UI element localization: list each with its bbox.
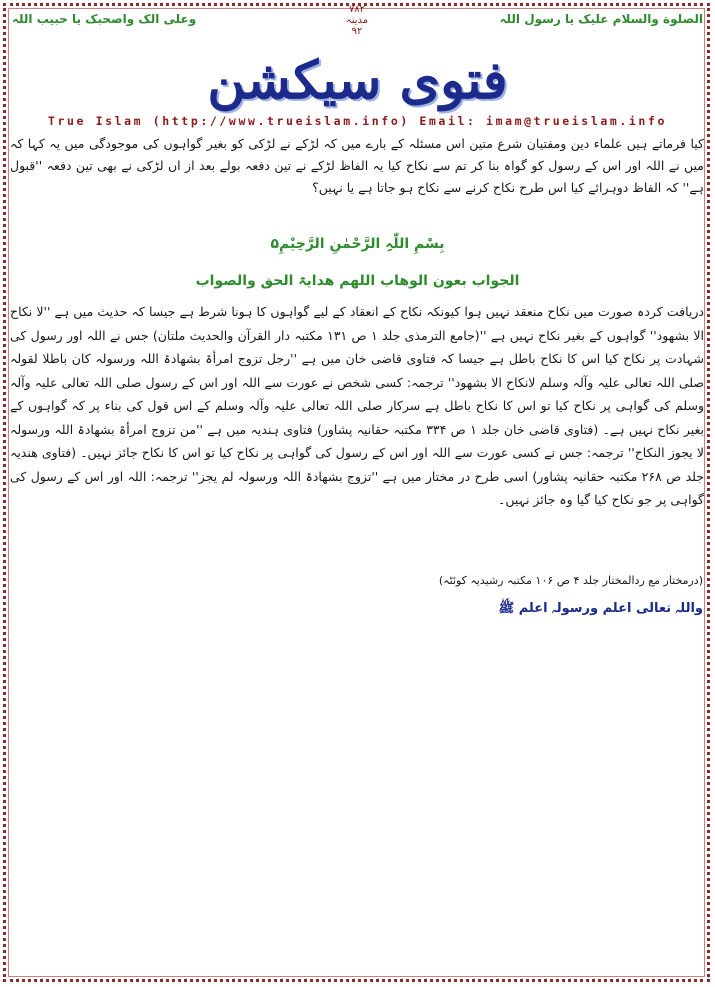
closing-line: واللہ تعالی اعلم ورسولہ اعلم ﷺ [498, 601, 703, 616]
answer-heading: الجواب بعون الوھاب اللھم ھدایۃ الحق والصواب [195, 273, 520, 289]
contact-line: True Islam (http://www.trueislam.info) Email: imam@trueislam.info [47, 114, 668, 128]
page-title: فتوی سیکشن [207, 50, 508, 111]
reference-citation: (درمختار مع ردالمختار جلد ۴ ص ۱۰۶ مکتبہ رشیدیہ کوئٹہ) [438, 574, 703, 587]
salutation-left: وعلی الک واصحبک یا حبیب اللہ [12, 12, 197, 26]
fatwa-number-bottom: ۹۲ [351, 26, 363, 37]
salutation-right: الصلوة والسلام علیک یا رسول اللہ [499, 12, 703, 26]
bismillah: بِسْمِ اللّٰہِ الرَّحْمٰنِ الرَّحِیْمِ۵ [270, 236, 445, 252]
answer-text: دریافت کردہ صورت میں نکاح منعقد نہیں ہوا کیونکہ نکاح کے انعقاد کے لیے گواہوں کا ہونا شرط ہے جیسا کہ حدیث میں ہے ''لا نکاح الا بشھود'' گواہوں کے بغیر نکاح نہیں ہے ''(جامع الترمذی جلد ۱ ص ۱۳۱ مکتبہ دار القرآن والحدیث ملتان) جس نے اللہ اور رسول کی شہادت پر نکاح کیا اس کا نکاح باطل ہے جیسا کہ فتاوی قاضی خان میں ہے ''رجل تزوج امرأۃ بشھادۃ اللہ ورسولہ کان باطلا لقولہ صلی اللہ تعالی علیہ وآلہ وسلم لانکاح الا بشھود'' ترجمہ: کسی شخص نے عورت سے اللہ اور اس کے رسول صلی اللہ تعالی علیہ وآلہ وسلم کی گواہی پر نکاح کیا تو اس کا نکاح باطل ہے سرکار صلی اللہ تعالی علیہ وآلہ وسلم کے اس قول کی بناء پر کہ گواہوں کے بغیر نکاح نہیں ہے۔ (فتاوی قاضی خان جلد ۱ ص ۳۳۴ مکتبہ حقانیہ پشاور) فتاوی ہندیہ میں ہے ''من تزوج امرأۃ بشھادۃ اللہ ورسولہ لا یجوز النکاح'' ترجمہ: جس نے کسی عورت سے اللہ اور اس کے رسول کی گواہی پر نکاح کیا تو اس کا نکاح جائز نہیں۔ (فتاوی ھندیہ جلد ص ۲۶۸ مکتبہ حقانیہ پشاور) اسی طرح در مختار میں ہے ''تزوج بشھادۃ اللہ ورسولہ لم یجز'' ترجمہ: اللہ اور اس کے رسول کی گواہی پر جو نکاح کیا گیا وہ جائز نہیں۔ [10, 304, 705, 507]
fatwa-number [332, 4, 382, 37]
fatwa-number-mid: مدینہ [345, 15, 369, 26]
fatwa-number-top: ۷۸۲ [348, 4, 366, 15]
question-text: کیا فرماتے ہیں علماء دین ومفتیان شرع متین اس مسئلہ کے بارے میں کہ لڑکے نے لڑکی کو بغیر گواہوں کی موجودگی میں یہ کہا کہ میں نے اللہ اور اس کے رسول کو گواہ بنا کر تم سے نکاح کیا یہ الفاظ لڑکے نے تین دفعہ بولے بعد از اں لڑکی نے بھی تین دفعہ ''قبول ہے'' کہ الفاظ دوہرائے کیا اس طرح نکاح کرنے سے نکاح ہو جاتا ہے یا نہیں؟ [10, 136, 704, 195]
